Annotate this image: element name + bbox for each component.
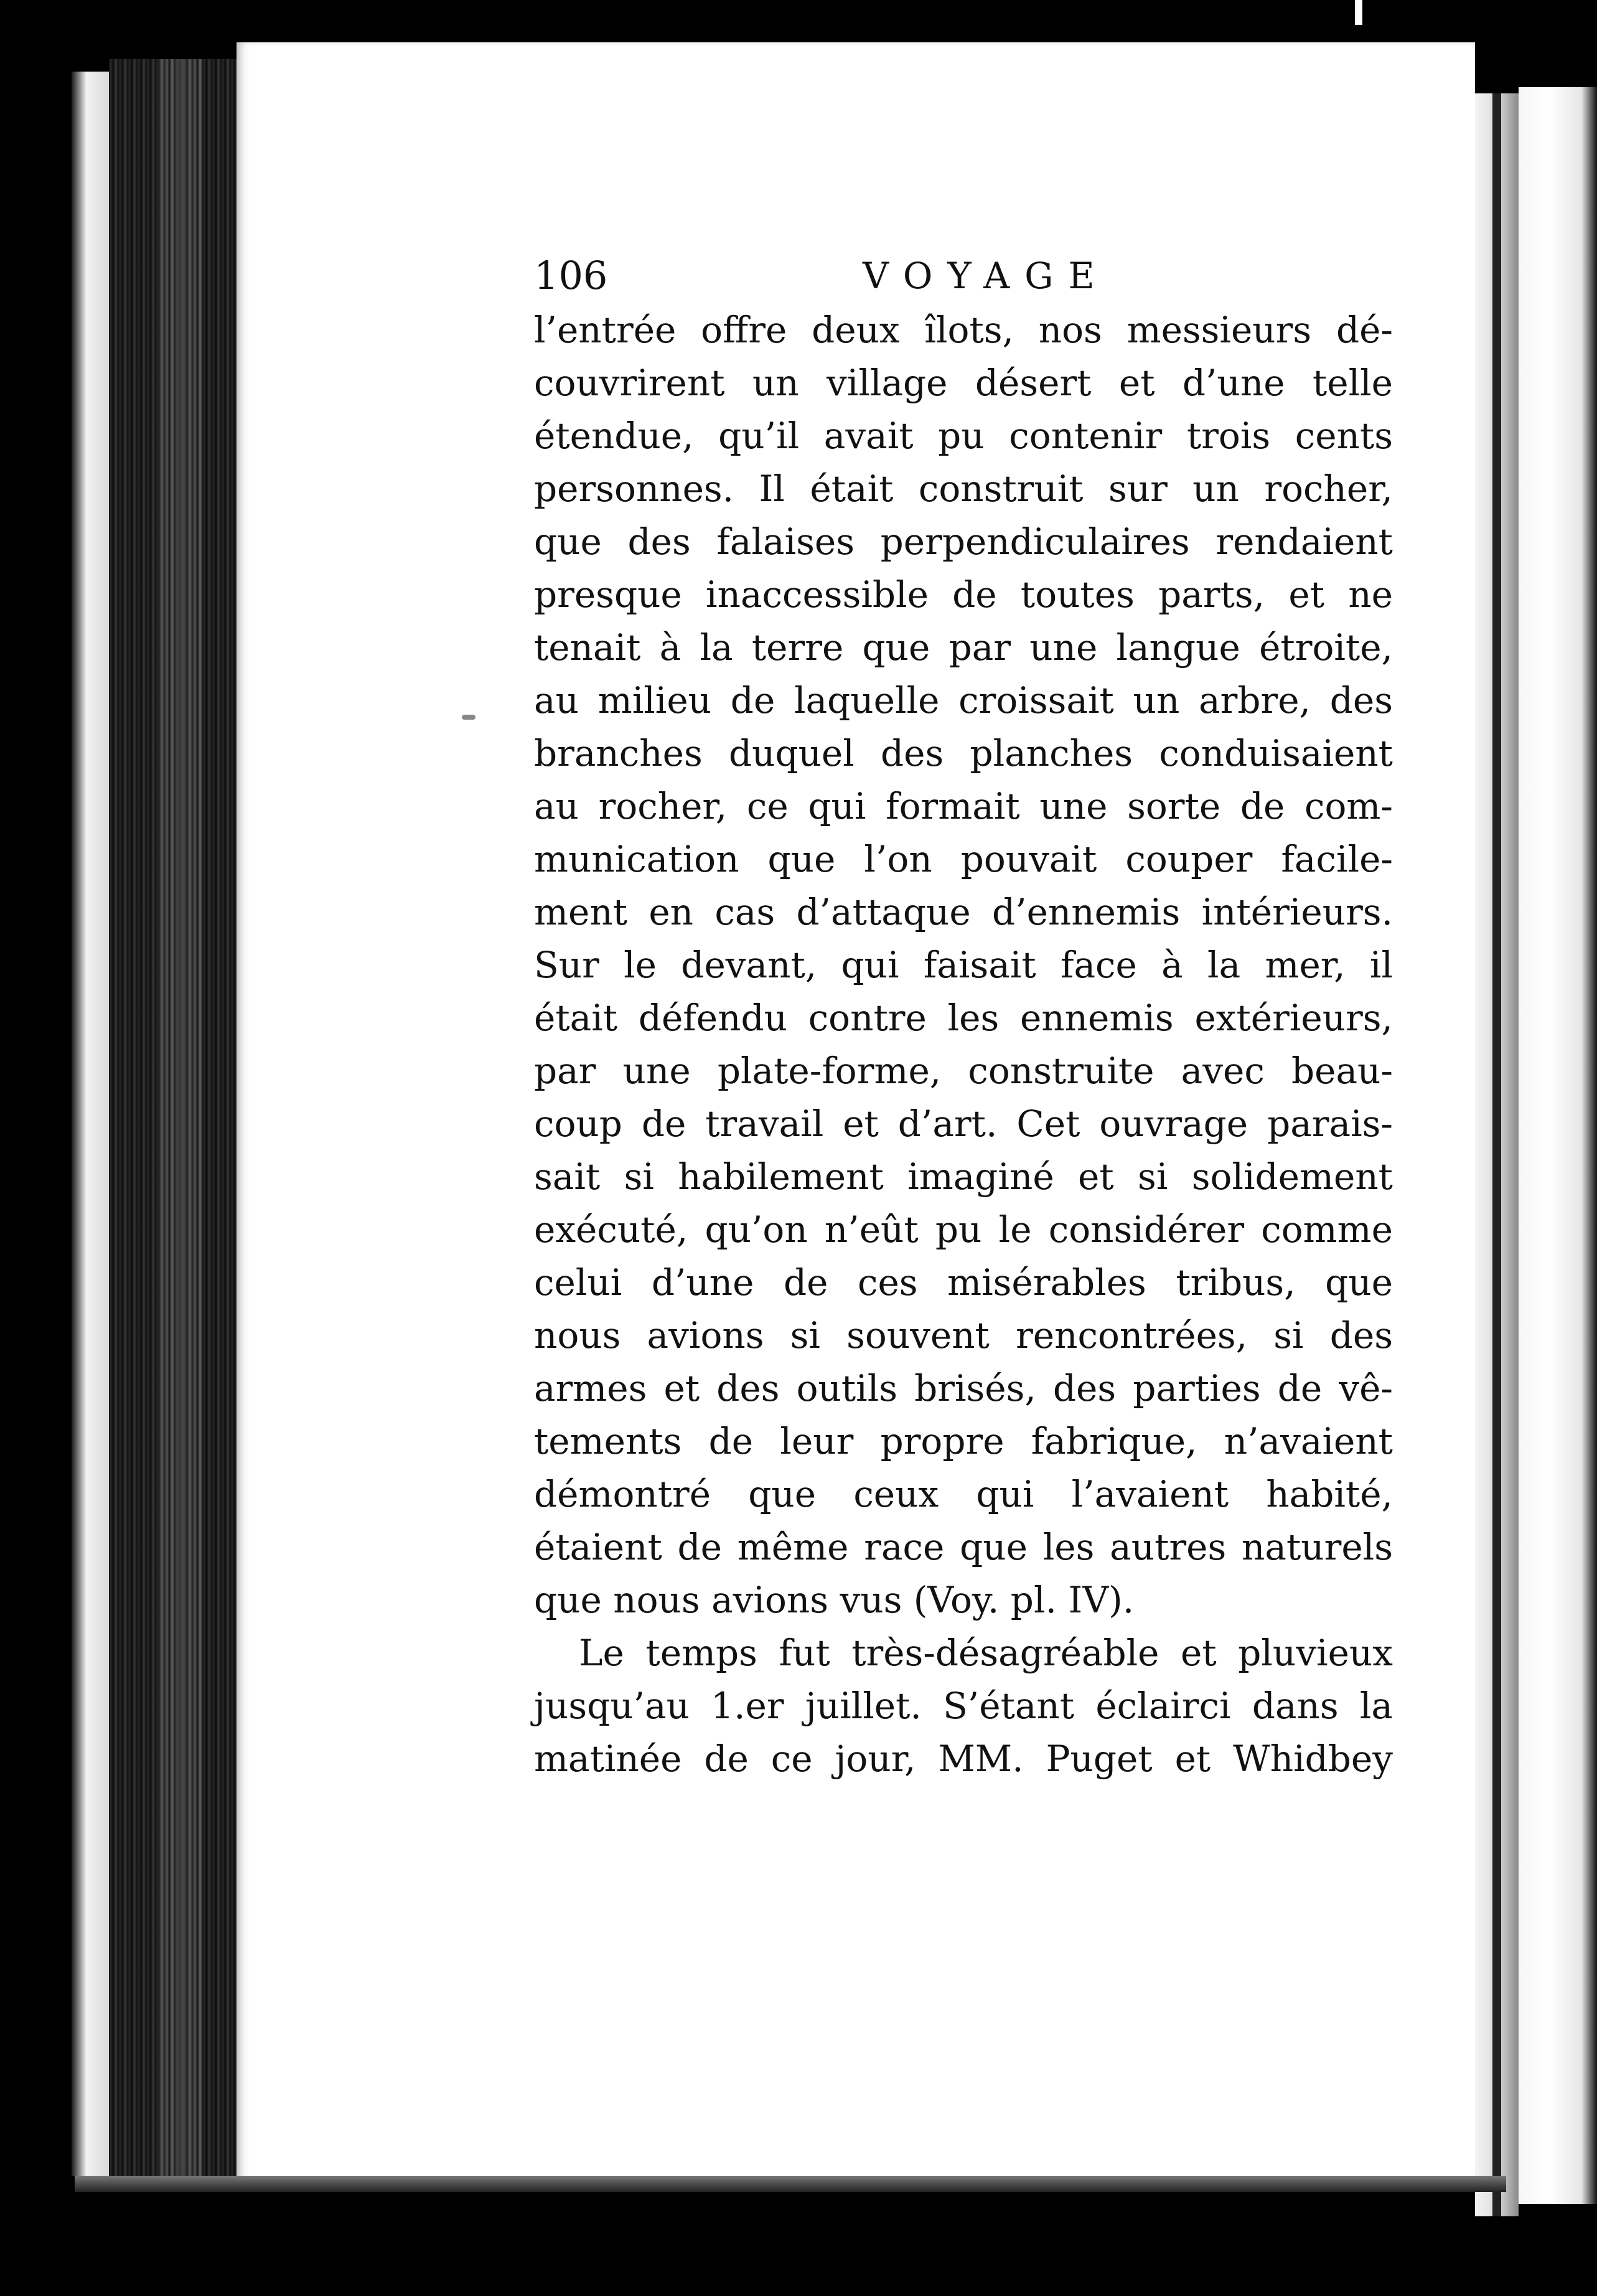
text-line: ment en cas d’attaque d’ennemis intérieurs. bbox=[534, 891, 1393, 933]
text-line: branches duquel des planches conduisaient bbox=[534, 732, 1393, 774]
text-line: munication que l’on pouvait couper facile- bbox=[534, 838, 1393, 880]
text-line: au milieu de laquelle croissait un arbre, des bbox=[534, 679, 1393, 722]
text-line: celui d’une de ces misérables tribus, que bbox=[534, 1261, 1393, 1304]
text-line: matinée de ce jour, MM. Puget et Whidbey bbox=[534, 1738, 1393, 1780]
text-line: que des falaises perpendiculaires rendaient bbox=[534, 520, 1393, 563]
left-page-edge bbox=[72, 72, 109, 2176]
text-line: Sur le devant, qui faisait face à la mer, il bbox=[534, 944, 1393, 986]
text-line: l’entrée offre deux îlots, nos messieurs dé- bbox=[534, 309, 1393, 351]
text-line: tements de leur propre fabrique, n’avaient bbox=[534, 1420, 1393, 1462]
text-line: sait si habilement imaginé et si solidement bbox=[534, 1155, 1393, 1198]
text-line: exécuté, qu’on n’eût pu le considérer comme bbox=[534, 1208, 1393, 1251]
bottom-shadow bbox=[75, 2176, 1506, 2192]
text-line: Le temps fut très-désagréable et pluvieux bbox=[579, 1632, 1393, 1674]
text-line: que nous avions vus (Voy. pl. IV). bbox=[534, 1579, 1135, 1621]
text-line: coup de travail et d’art. Cet ouvrage parais- bbox=[534, 1103, 1393, 1145]
running-title: VOYAGE bbox=[863, 255, 1110, 297]
text-line: au rocher, ce qui formait une sorte de com- bbox=[534, 785, 1393, 827]
text-line: par une plate-forme, construite avec beau- bbox=[534, 1050, 1393, 1092]
text-line: jusqu’au 1.er juillet. S’étant éclairci dans la bbox=[534, 1685, 1393, 1727]
paragraph-2 bbox=[534, 1627, 1393, 1786]
binding-texture bbox=[159, 59, 202, 2188]
text-line: étendue, qu’il avait pu contenir trois cents bbox=[534, 415, 1393, 457]
ink-speck bbox=[462, 715, 475, 720]
text-line: personnes. Il était construit sur un rocher, bbox=[534, 468, 1393, 510]
scan-mark bbox=[1355, 0, 1362, 25]
page-text bbox=[534, 248, 1393, 1786]
next-page-edge bbox=[1519, 87, 1597, 2204]
text-line: étaient de même race que les autres naturels bbox=[534, 1526, 1393, 1568]
text-line: était défendu contre les ennemis extérieurs, bbox=[534, 997, 1393, 1039]
text-line: couvrirent un village désert et d’une telle bbox=[534, 362, 1393, 404]
right-page-gutter bbox=[1492, 93, 1501, 2216]
text-line: démontré que ceux qui l’avaient habité, bbox=[534, 1473, 1393, 1515]
text-line: presque inaccessible de toutes parts, et ne bbox=[534, 573, 1393, 616]
text-line: tenait à la terre que par une langue étroite, bbox=[534, 626, 1393, 669]
running-head bbox=[534, 248, 1393, 304]
text-line: nous avions si souvent rencontrées, si des bbox=[534, 1314, 1393, 1357]
page-number: 106 bbox=[534, 253, 608, 298]
paragraph-1 bbox=[534, 304, 1393, 1627]
text-line: armes et des outils brisés, des parties de vê- bbox=[534, 1367, 1393, 1409]
